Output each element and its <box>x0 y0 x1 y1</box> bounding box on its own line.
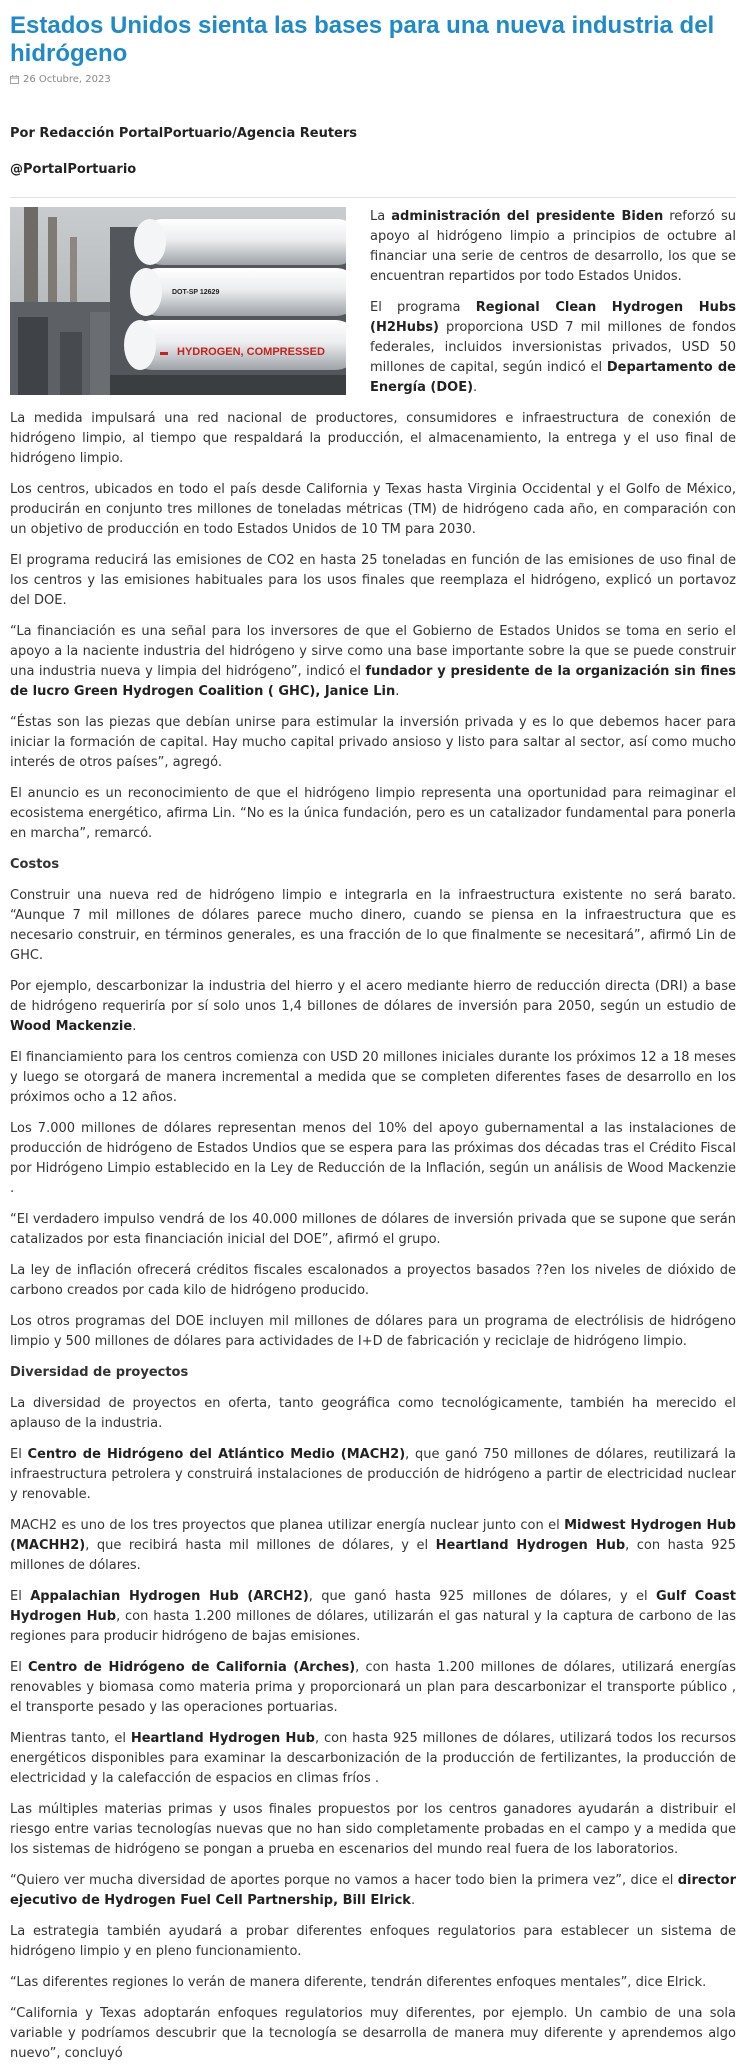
article-paragraph <box>10 1394 736 1434</box>
bold-text: administración del presidente Biden <box>391 209 664 224</box>
text-segment: , con hasta 1.200 millones de dólares, utilizarán el gas natural y la captura de carbono de las regiones para producir hidrógeno de bajas emisiones. <box>10 1609 736 1644</box>
author-line: Por Redacción PortalPortuario/Agencia Reuters <box>10 126 358 141</box>
text-segment: proporciona USD 7 mil millones de fondos federales, incluidos inversionistas privados, USD 50 millones de capital, según indicó el <box>370 320 736 375</box>
text-segment: “Éstas son las piezas que debían unirse para estimular la inversión privada y es lo que debemos hacer para iniciar la formación de capital. Hay mucho capital privado ansioso y listo para saltar al sector, así como mucho interés de otros países”, agregó. <box>10 715 736 770</box>
text-segment: , con hasta 1.200 millones de dólares, utilizará energías renovables y biomasa como materia prima y proporcionará un plan para descarbonizar el transporte público , el transporte pesado y las operaciones portuarias. <box>10 1660 736 1715</box>
text-segment: Las múltiples materias primas y usos finales propuestos por los centros ganadores ayudarán a distribuir el riesgo entre varias tecnologías nuevas que no han sido completamente probadas en el campo y a medida que los sistemas de hidrógeno se pongan a prueba en escenarios del mundo real fuera de los laboratorios. <box>10 1802 736 1857</box>
text-segment: , que recibirá hasta mil millones de dólares, y el <box>85 1538 436 1553</box>
article-paragraph <box>10 1516 736 1576</box>
tank-code-label: DOT-SP 12629 <box>172 289 220 296</box>
text-segment: . <box>132 1019 137 1034</box>
article-paragraph <box>10 713 736 773</box>
text-segment: La <box>370 209 392 224</box>
article-paragraph <box>10 2004 736 2064</box>
section-heading <box>10 855 736 875</box>
bold-text: director ejecutivo de Hydrogen Fuel Cell Partnership, Bill Elrick <box>10 1873 736 1908</box>
article-paragraphs <box>10 207 736 2064</box>
text-segment: Diversidad de proyectos <box>10 1365 189 1380</box>
article-paragraph <box>10 409 736 469</box>
text-segment: Los 7.000 millones de dólares representan menos del 10% del apoyo gubernamental a las instalaciones de producción de hidrógeno de Estados Undios que se espera para las próximas dos décadas tras el Crédito Fiscal por Hidrógeno Limpio establecido en la Ley de Reducción de la Inflación, según un análisis de Wood Mackenzie . <box>10 1121 736 1196</box>
text-segment: Costos <box>10 857 60 872</box>
article-paragraph <box>10 1119 736 1199</box>
text-segment: , que ganó 750 millones de dólares, reutilizará la infraestructura petrolera y construirá instalaciones de producción de hidrógeno a partir de electricidad nuclear y renovable. <box>10 1447 736 1502</box>
hydrogen-tanks-image <box>10 207 346 395</box>
article-date-row <box>10 74 736 85</box>
calendar-icon <box>10 75 19 84</box>
article-paragraph <box>10 1587 736 1647</box>
article-paragraph <box>10 551 736 611</box>
bold-text: Wood Mackenzie <box>10 1019 133 1034</box>
section-heading <box>10 1363 736 1383</box>
text-segment: La diversidad de proyectos en oferta, tanto geográfica como tecnológicamente, también ha merecido el aplauso de la industria. <box>10 1396 736 1431</box>
article-title: Estados Unidos sienta las bases para una nueva industria del hidrógeno <box>10 12 715 67</box>
text-segment: El anuncio es un reconocimiento de que el hidrógeno limpio representa una oportunidad para reimaginar el ecosistema energético, afirma Lin. “No es la única fundación, pero es un catalizador fundamental para ponerla en marcha”, remarcó. <box>10 786 736 841</box>
article-paragraph <box>10 977 736 1037</box>
article-date: 26 Octubre, 2023 <box>23 74 111 85</box>
article-paragraph <box>10 784 736 844</box>
text-segment: El financiamiento para los centros comienza con USD 20 millones iniciales durante los próximos 12 a 18 meses y luego se otorgará de manera incremental a medida que se completen diferentes fases de desarrollo en los próximos ocho a 12 años. <box>10 1050 736 1105</box>
text-segment: , con hasta 925 millones de dólares, utilizará todos los recursos energéticos disponibles para examinar la descarbonización de la producción de fertilizantes, la producción de electricidad y la calefacción de espacios en climas fríos . <box>10 1731 736 1786</box>
text-segment: . <box>395 684 400 699</box>
article-paragraph <box>10 1445 736 1505</box>
text-segment: “La financiación es una señal para los inversores de que el Gobierno de Estados Unidos se toma en serio el apoyo a la naciente industria del hidrógeno y sirve como una base importante sobre la que se puede construir una industria nueva y limpia del hidrógeno”, indicó el <box>10 624 736 679</box>
text-segment: “California y Texas adoptarán enfoques regulatorios muy diferentes, por ejemplo. Un cambio de una sola variable y podríamos descubrir que la tecnología se desarrolla de manera muy diferente y aprendemos algo nuevo”, concluyó <box>10 2006 736 2061</box>
author-handle: @PortalPortuario <box>10 162 137 177</box>
hydrogen-tanks-photo-icon <box>10 207 346 395</box>
header-divider <box>10 197 736 198</box>
text-segment: El programa <box>370 300 476 315</box>
bold-text: Heartland Hydrogen Hub <box>130 1731 315 1746</box>
bold-text: Midwest Hydrogen Hub (MACHH2) <box>10 1518 736 1553</box>
bold-text: Appalachian Hydrogen Hub (ARCH2) <box>30 1589 309 1604</box>
text-segment: , con hasta 925 millones de dólares. <box>10 1538 736 1573</box>
article-paragraph <box>10 1922 736 1962</box>
text-segment: El programa reducirá las emisiones de CO2 en hasta 25 toneladas en función de las emisiones de uso final de los centros y las emisiones habituales para los usos finales que reemplaza el hidrógeno, explicó un portavoz del DOE. <box>10 553 736 608</box>
text-segment: “El verdadero impulso vendrá de los 40.000 millones de dólares de inversión privada que se supone que serán catalizados por esta financiación inicial del DOE”, afirmó el grupo. <box>10 1212 736 1247</box>
text-segment: “Las diferentes regiones lo verán de manera diferente, tendrán diferentes enfoques mentales”, dice Elrick. <box>10 1975 707 1990</box>
text-segment: El <box>10 1447 28 1462</box>
article-paragraph <box>10 886 736 966</box>
bold-text: Centro de Hidrógeno del Atlántico Medio (MACH2) <box>27 1447 406 1462</box>
text-segment: MACH2 es uno de los tres proyectos que planea utilizar energía nuclear junto con el <box>10 1518 565 1533</box>
article-paragraph <box>10 622 736 702</box>
text-segment: Construir una nueva red de hidrógeno limpio e integrarla en la infraestructura existente no será barato. “Aunque 7 mil millones de dólares parece mucho dinero, cuando se piensa en la infraestructura que es necesario construir, en términos generales, es una fracción de lo que finalmente se necesitará”, afirmó Lin de GHC. <box>10 888 736 963</box>
article-paragraph <box>10 1312 736 1352</box>
article-paragraph <box>10 1261 736 1301</box>
text-segment: La estrategia también ayudará a probar diferentes enfoques regulatorios para establecer un sistema de hidrógeno limpio y en pleno funcionamiento. <box>10 1924 736 1959</box>
article-paragraph <box>10 1800 736 1860</box>
bold-text: fundador y presidente de la organización sin fines de lucro Green Hydrogen Coalition ( GHC), Janice Lin <box>10 664 736 699</box>
article-paragraph <box>10 1658 736 1718</box>
text-segment: La ley de inflación ofrecerá créditos fiscales escalonados a proyectos basados ??en los niveles de dióxido de carbono creados por cada kilo de hidrógeno producido. <box>10 1263 736 1298</box>
text-segment: El <box>10 1660 29 1675</box>
text-segment: . <box>410 1893 416 1908</box>
bold-text: Departamento de Energía (DOE) <box>370 360 736 395</box>
article-paragraph <box>10 1973 736 1993</box>
article-paragraph <box>10 480 736 540</box>
text-segment: Por ejemplo, descarbonizar la industria del hierro y el acero mediante hierro de reducción directa (DRI) a base de hidrógeno requeriría por sí solo unos 1,4 billones de dólares de inversión para 2050, según un estudio de <box>10 979 736 1014</box>
bold-text: Regional Clean Hydrogen Hubs (H2Hubs) <box>370 300 736 335</box>
text-segment: , que ganó hasta 925 millones de dólares, y el <box>308 1589 656 1604</box>
bold-text: Gulf Coast Hydrogen Hub <box>10 1589 736 1624</box>
article-paragraph <box>10 1871 736 1911</box>
text-segment: . <box>473 380 478 395</box>
bold-text: Heartland Hydrogen Hub <box>435 1538 626 1553</box>
text-segment: Los centros, ubicados en todo el país desde California y Texas hasta Virginia Occidental y el Golfo de México, producirán en conjunto tres millones de toneladas métricas (TM) de hidrógeno cada año, en comparación con un objetivo de producción en todo Estados Unidos de 10 TM para 2030. <box>10 482 736 537</box>
text-segment: Mientras tanto, el <box>10 1731 131 1746</box>
text-segment: La medida impulsará una red nacional de productores, consumidores e infraestructura de conexión de hidrógeno limpio, al tiempo que respaldará la producción, el almacenamiento, la entrega y el uso final de hidrógeno limpio. <box>10 411 736 466</box>
bold-text: Centro de Hidrógeno de California (Arches) <box>28 1660 356 1675</box>
text-segment: Los otros programas del DOE incluyen mil millones de dólares para un programa de electrólisis de hidrógeno limpio y 500 millones de dólares para actividades de I+D de fabricación y reciclaje de hidrógeno limpio. <box>10 1314 736 1349</box>
text-segment: reforzó su apoyo al hidrógeno limpio a principios de octubre al financiar una serie de centros de desarrollo, los que se encuentran repartidos por todo Estados Unidos. <box>370 209 736 284</box>
text-segment: El <box>10 1589 31 1604</box>
article-body <box>10 207 736 2064</box>
tank-hazard-label: HYDROGEN, COMPRESSED <box>177 346 325 358</box>
article-paragraph <box>10 1048 736 1108</box>
text-segment: “Quiero ver mucha diversidad de aportes porque no vamos a hacer todo bien la primera vez”, dice el <box>10 1873 678 1888</box>
article-paragraph <box>10 1210 736 1250</box>
article-paragraph <box>10 1729 736 1789</box>
